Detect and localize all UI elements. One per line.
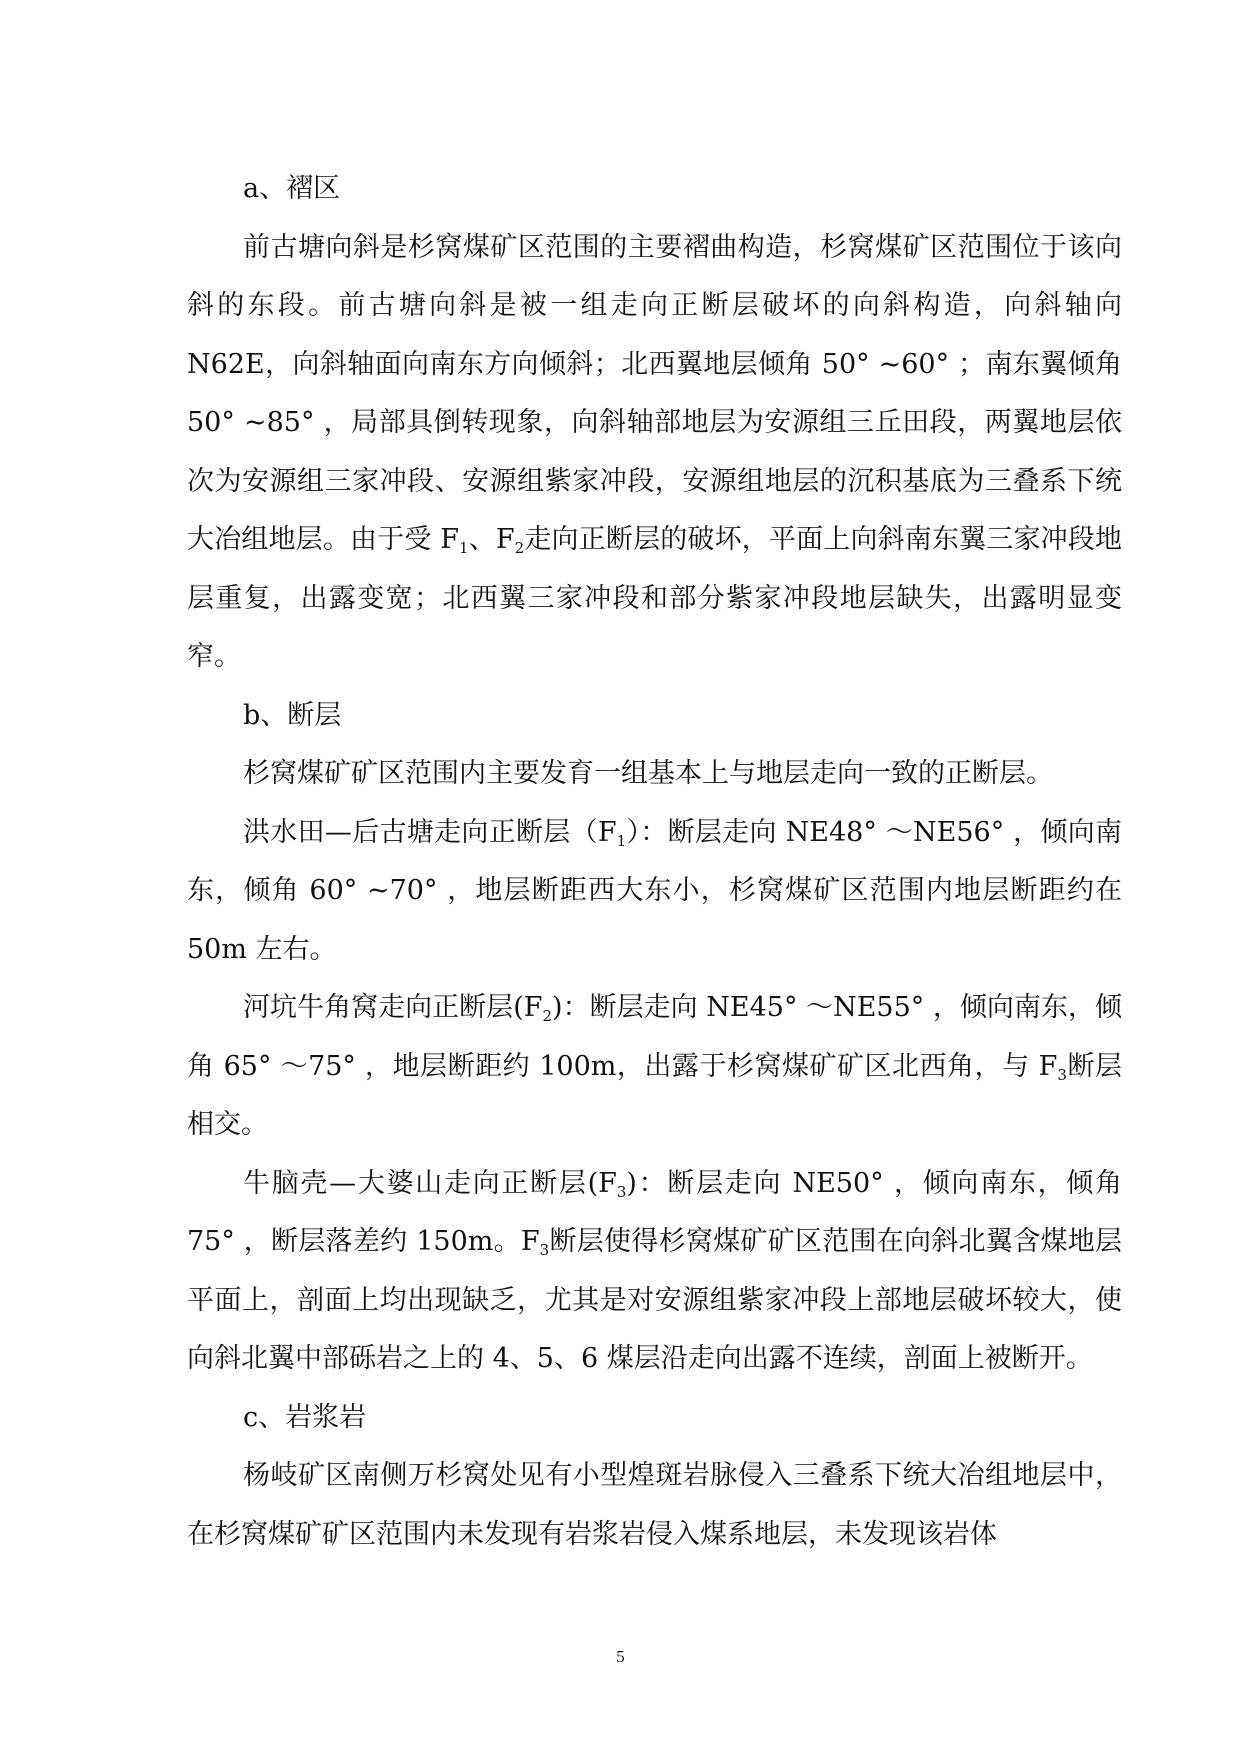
body-text [187,160,1122,1564]
paragraph-fold-description [187,219,1122,687]
paragraph-fault-f1 [187,804,1122,980]
section-heading-fold: a、褶区 [243,173,341,204]
paragraph-fault-f2 [187,979,1122,1155]
subscript: 1 [459,539,469,557]
text-run: 走向正断层的破坏，平面上向斜南东翼三家冲段地层重复，出露变宽；北西翼三家冲段和部分紫家冲段地层缺失，出露明显变窄。 [187,524,1122,672]
subscript: 3 [616,1182,627,1201]
section-heading-magma: c、岩浆岩 [243,1401,367,1433]
subscript: 2 [514,539,525,557]
text-run: 断层相交。 [187,1050,1122,1140]
text-run: )：断层走向 NE50° ，倾向南东，倾角 75° ，断层落差约 150m。F [187,1167,1122,1257]
paragraph-magma-description: 杨岐矿区南侧万杉窝处见有小型煌斑岩脉侵入三叠系下统大冶组地层中，在杉窝煤矿矿区范围内未发现有岩浆岩侵入煤系地层，未发现该岩体 [187,1460,1122,1550]
paragraph-fault-intro: 杉窝煤矿矿区范围内主要发育一组基本上与地层走向一致的正断层。 [243,758,1053,789]
paragraph-fault-f3 [187,1155,1122,1389]
section-heading-fault: b、断层 [243,699,342,731]
subscript: 1 [616,831,627,850]
text-run: )：断层走向 NE45° ～NE55° ，倾向南东，倾角 65° ～75° ，地层断距约 100m，出露于杉窝煤矿矿区北西角，与 F [187,992,1122,1082]
subscript: 2 [542,1007,553,1025]
text-run: 洪水田—后古塘走向正断层（F [243,816,617,848]
text-run: ）：断层走向 NE48° ～NE56° ，倾向南东，倾角 60° ~70° ，地层断距西大东小，杉窝煤矿区范围内地层断距约在 50m 左右。 [187,816,1122,965]
text-run: 河坑牛角窝走向正断层(F [243,992,543,1023]
subscript: 3 [539,1241,550,1259]
text-run: 断层使得杉窝煤矿矿区范围在向斜北翼含煤地层平面上，剖面上均出现缺乏，尤其是对安源组紫家冲段上部地层破坏较大，使向斜北翼中部砾岩之上的 4、5、6 煤层沿走向出露不连续，剖面上被断开。 [187,1226,1122,1374]
text-run: 牛脑壳—大婆山走向正断层(F [243,1167,617,1199]
text-run: 前古塘向斜是杉窝煤矿区范围的主要褶曲构造，杉窝煤矿区范围位于该向斜的东段。前古塘向斜是被一组走向正断层破坏的向斜构造，向斜轴向 N62E，向斜轴面向南东方向倾斜；北西翼地层倾角 50° ~60° ；南东翼倾角 50° ~85° ，局部具倒转现象，向斜轴部地层为安源组三丘田段，两翼地层依次为安源组三家冲段、安源组紫家冲段，安源组地层的沉积基底为三叠系下统大冶组地层。由于受 F [187,231,1122,555]
text-run: 、F [468,524,515,555]
subscript: 3 [1057,1065,1067,1084]
page-number: 5 [616,1647,625,1666]
